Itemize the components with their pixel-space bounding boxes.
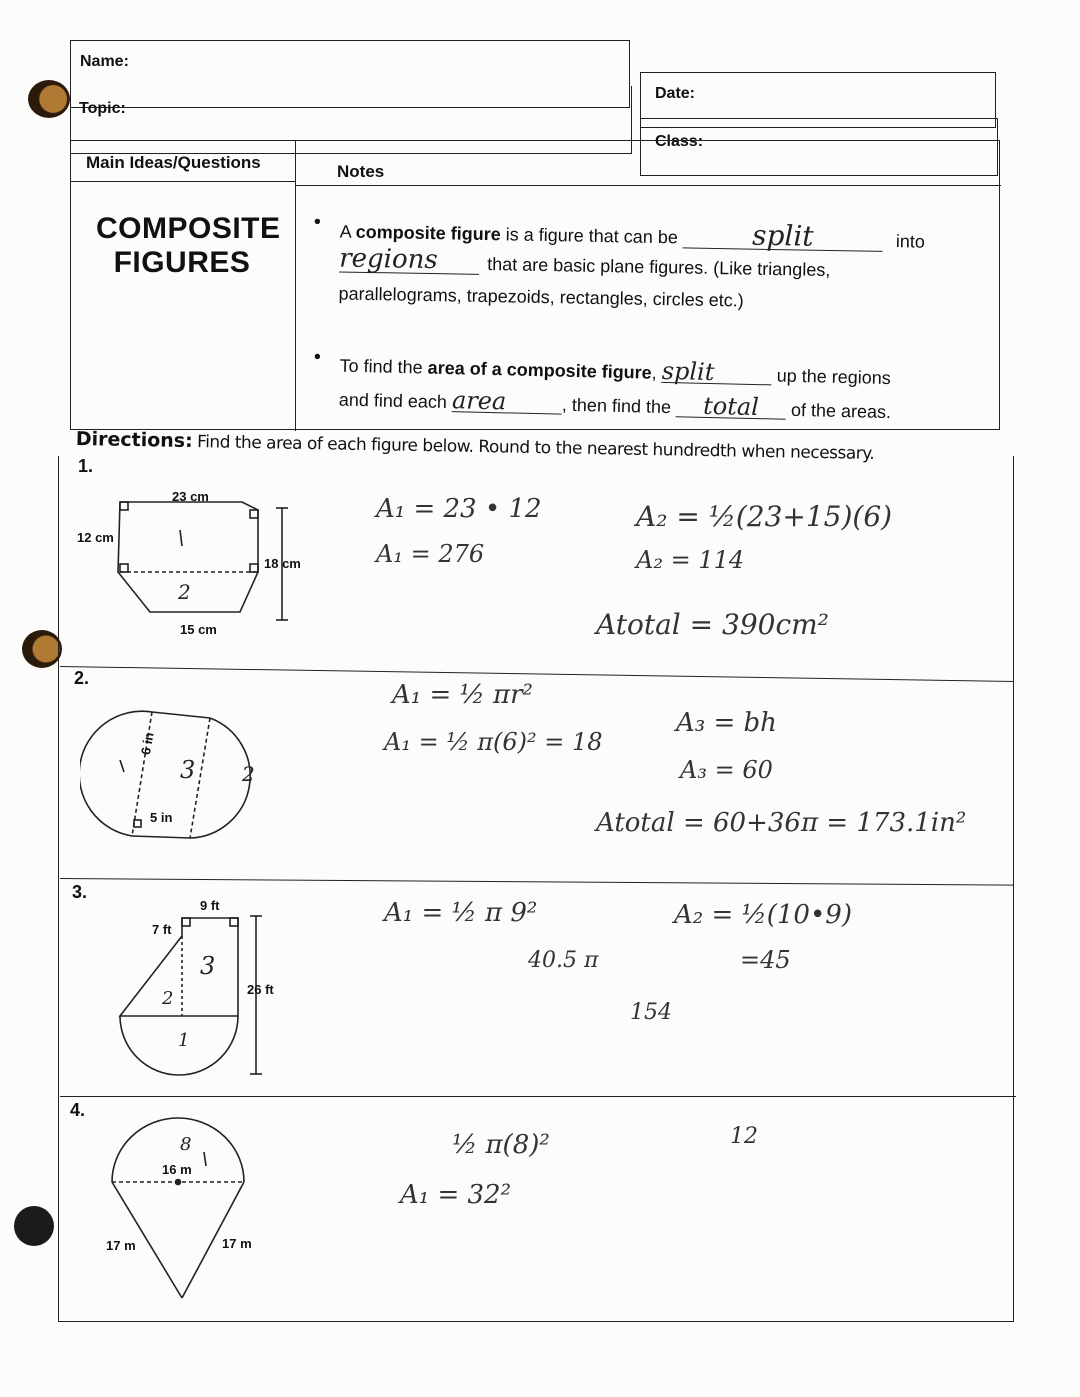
main-ideas-heading: Main Ideas/Questions [86,153,261,172]
b1-mid: is a figure that can be [500,224,678,248]
directions-label: Directions: [75,428,193,453]
b1-bold: composite figure [355,221,501,245]
name-label: Name: [80,53,129,70]
p1-work-1: A₁ = 23 • 12 [376,494,542,524]
p3-work-1: A₁ = ½ π 9² [384,898,538,928]
p1-work-4: A₂ = 114 [636,546,745,574]
directions-text: Find the area of each figure below. Round to the nearest hundredth when necessary. [196,432,875,464]
p1-work-5: Atotal = 390cm² [596,608,829,641]
b1-line2: that are basic plane figures. (Like triangles, [486,254,831,281]
p4-work-1: ½ π(8)² [452,1130,550,1160]
fig1-label-18cm: 18 cm [264,556,301,571]
date-label: Date: [655,85,696,102]
p1-work-3: A₂ = ½(23+15)(6) [636,500,893,533]
topic-label: Topic: [79,100,126,117]
fig3-mark-3: 3 [200,952,216,980]
p2-work-3: A₃ = bh [676,708,777,738]
fig4-label-17m-left: 17 m [106,1238,136,1253]
p2-work-1: A₁ = ½ πr² [392,680,533,710]
b1-into: into [895,231,926,252]
topic-title [96,212,281,280]
bullet-1: • A composite figure is a figure that can be split into regions that are basic plane figures. (Like triangles, parallelograms, trapezoids, rectangles, circles etc.) [313,211,926,311]
fig1-label-15cm: 15 cm [180,622,217,637]
b2-post1: up the regions [776,365,892,389]
p2-work-2: A₁ = ½ π(6)² = 18 [384,728,603,756]
p2-work-5: Atotal = 60+36π = 173.1in² [596,808,967,838]
b2-comma: , [651,362,657,383]
p4-work-2: A₁ = 32² [400,1180,512,1210]
blank-total: total [676,394,786,419]
binder-hole-3 [14,1206,54,1246]
b2-line2a: and find each [338,389,448,413]
fig3-label-9ft: 9 ft [200,898,220,913]
fig3-mark-2: 2 [162,988,174,1009]
fig2-mark-3: 3 [180,756,196,784]
b1-pre: A [339,221,356,242]
figure-4-shape [112,1118,244,1298]
binder-hole-2 [22,630,62,668]
binder-hole-1 [28,80,70,118]
topic-title-line-2: FIGURES [113,246,251,279]
p2-work-4: A₃ = 60 [680,756,773,784]
topic-title-line-1: COMPOSITE [96,212,281,245]
problem-4-number: 4. [70,1100,86,1120]
figure-3-shape [120,916,262,1075]
b2-line2c: of the areas. [790,399,892,423]
notes-heading: Notes [337,162,385,181]
class-label: Class: [655,133,704,150]
blank-split-1: split [683,221,883,251]
p3-work-3: A₂ = ½(10•9) [674,900,852,930]
b2-pre: To find the [339,355,428,378]
problem-1-number: 1. [78,456,94,476]
fig3-label-26ft: 26 ft [247,982,274,997]
fig4-label-17m-right: 17 m [222,1236,252,1251]
b2-bold: area of a composite figure [427,357,652,383]
p3-work-4: =45 [740,946,791,974]
fig1-mark-2: 2 [178,580,191,604]
p4-work-3: 12 [730,1124,758,1149]
fig2-label-6in: 6 in [137,731,157,756]
b1-line3: parallelograms, trapezoids, rectangles, circles etc.) [338,283,744,311]
fig1-label-12cm: 12 cm [77,530,114,545]
fig4-mark-8: 8 [180,1134,192,1155]
blank-split-2: split [661,360,771,385]
blank-area: area [452,389,562,414]
fig3-label-7ft: 7 ft [152,922,172,937]
figure-4 [104,1114,254,1306]
b2-line2b: , then find the [561,394,672,418]
fig1-label-23cm: 23 cm [172,489,209,504]
fig2-mark-2: 2 [242,762,255,786]
bullet-2: • To find the area of a composite figure, split up the regions and find each area , then find the total of the areas. [313,346,892,423]
fig2-label-5in: 5 in [150,810,173,825]
problem-3-number: 3. [72,882,88,902]
divider-4 [60,1096,1016,1097]
p3-work-5: 154 [630,1000,672,1025]
figure-1-shape [118,502,288,620]
p1-work-2: A₁ = 276 [376,540,485,568]
p3-work-2: 40.5 π [528,948,599,973]
fig3-mark-1: 1 [178,1030,190,1051]
fig4-label-16m: 16 m [162,1162,192,1177]
problem-2-number: 2. [74,668,90,688]
blank-regions: regions [339,245,479,274]
